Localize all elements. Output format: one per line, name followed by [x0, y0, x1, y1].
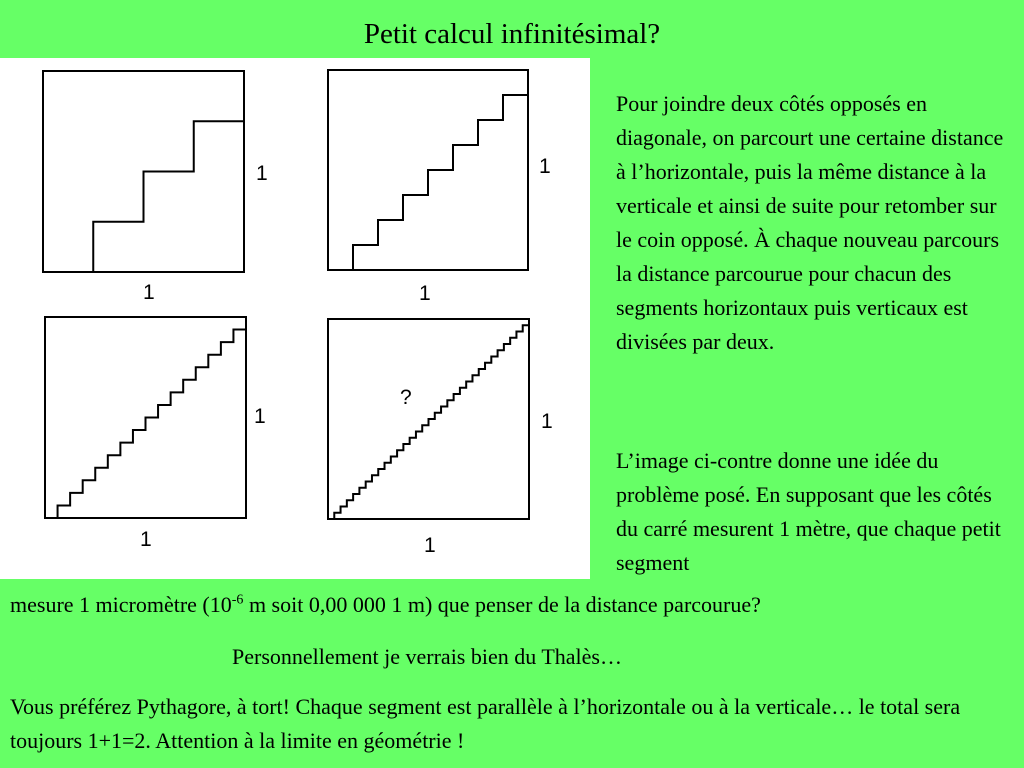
staircase-square-3	[45, 317, 266, 551]
bottom-length-label: 1	[140, 528, 152, 551]
explanation-paragraph: Pour joindre deux côtés opposés en diagonale, on parcourt une certaine distance à l’horizontale, puis la même distance à la verticale et ainsi de suite pour retomber sur le coin opposé. À chaque nouveau parcours la distance parcourue pour chacun des segments horizontaux puis verticaux est divisées par deux.	[616, 91, 1004, 354]
staircase-square-1	[43, 71, 268, 304]
staircase-path	[43, 71, 244, 272]
staircase-square-4	[328, 319, 553, 557]
side-length-label: 1	[539, 155, 551, 178]
problem-paragraph-start: L’image ci-contre donne une idée du problème posé. En supposant que les côtés du carré mesurent 1 mètre, que chaque petit segment	[616, 448, 1001, 575]
staircase-square-2	[328, 70, 551, 305]
staircase-figure	[0, 58, 590, 579]
side-length-label: 1	[256, 162, 268, 185]
problem-text-after: m soit 0,00 000 1 m) que penser de la distance parcourue?	[243, 592, 761, 617]
staircase-figure-svg	[0, 58, 590, 579]
staircase-path	[328, 70, 528, 270]
question-mark-label: ?	[400, 386, 412, 409]
problem-paragraph-end	[10, 588, 1014, 622]
bottom-length-label: 1	[424, 534, 436, 557]
bottom-length-label: 1	[419, 282, 431, 305]
side-length-label: 1	[254, 405, 266, 428]
staircase-path	[45, 317, 246, 518]
exponent-text: -6	[231, 592, 244, 608]
pythagore-remark: Vous préférez Pythagore, à tort! Chaque segment est parallèle à l’horizontale ou à la verticale… le total sera toujours 1+1=2. Attention à la limite en géométrie !	[10, 694, 961, 753]
staircase-path	[328, 319, 529, 519]
side-length-label: 1	[541, 410, 553, 433]
bottom-length-label: 1	[143, 281, 155, 304]
slide-title: Petit calcul infinitésimal?	[363, 18, 661, 50]
problem-text-before: mesure 1 micromètre (10	[10, 592, 232, 617]
thales-remark: Personnellement je verrais bien du Thalès…	[232, 644, 622, 669]
